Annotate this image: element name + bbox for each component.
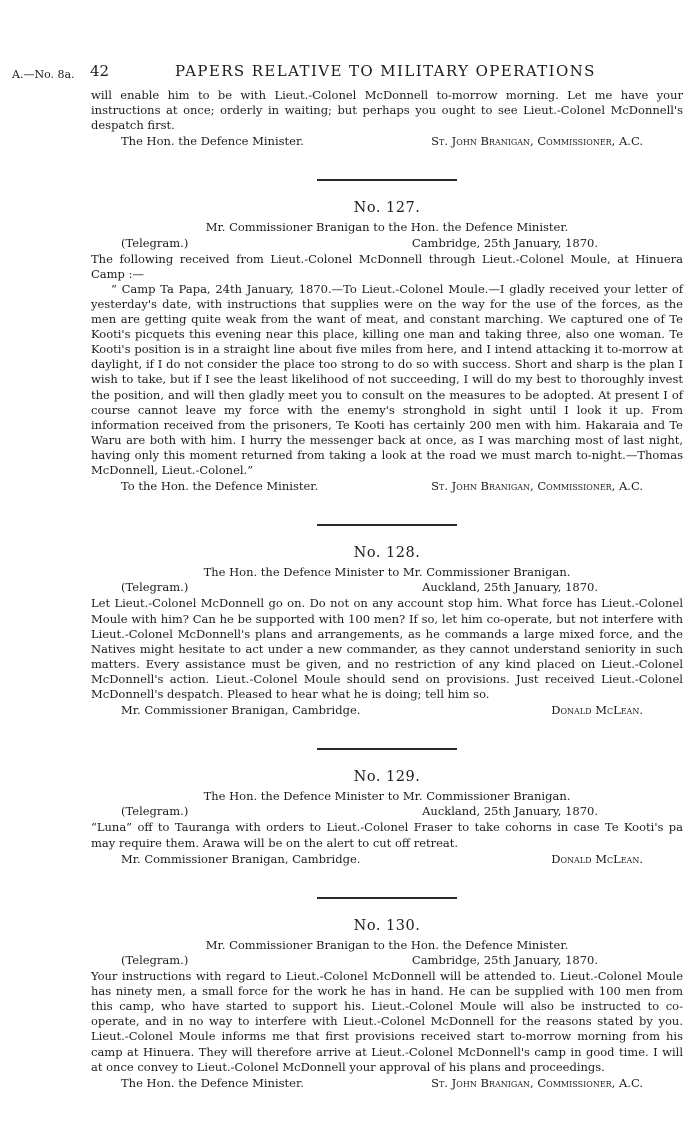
telegram-label: (Telegram.) xyxy=(121,580,189,595)
telegram-line xyxy=(91,580,683,595)
addressee: The Hon. the Defence Minister. xyxy=(121,134,304,149)
addressee: Mr. Commissioner Branigan, Cambridge. xyxy=(121,703,361,718)
addressee: The Hon. the Defence Minister. xyxy=(121,1075,304,1090)
page-body xyxy=(91,88,683,1091)
telegram-line xyxy=(91,236,683,251)
telegram-label: (Telegram.) xyxy=(121,235,189,250)
page-header xyxy=(0,64,700,84)
document-address: Mr. Commissioner Branigan to the Hon. the Defence Minister. xyxy=(205,220,569,235)
signature-line xyxy=(91,1076,683,1091)
telegram-label: (Telegram.) xyxy=(121,952,189,967)
section-divider xyxy=(317,748,457,750)
section-divider xyxy=(317,897,457,899)
document-paragraph: Your instructions with regard to Lieut.-Colonel McDonnell will be attended to. Lieut.-Colonel Moule has ninety men, a small force for the work he has in hand. He can be supplied with 100 men from this camp, who have started to support his. Lieut.-Colonel Moule will also be instructed to co-operate, and in no way to interfere with Lieut.-Colonel McDonnell for the reasons stated by you. Lieut.-Colonel Moule informs me that first provisions received start to-morrow morning from his camp at Hinuera. They will therefore arrive at Lieut.-Colonel McDonnell's camp in good time. I will at once convey to Lieut.-Colonel McDonnell your approval of his plans and proceedings. xyxy=(91,969,683,1074)
signature: St. John Branigan, Commissioner, A.C. xyxy=(431,479,643,494)
signature-line xyxy=(91,703,683,718)
addressee: To the Hon. the Defence Minister. xyxy=(121,479,319,494)
telegram-label: (Telegram.) xyxy=(121,804,189,819)
document-address: Mr. Commissioner Branigan to the Hon. the Defence Minister. xyxy=(205,937,569,952)
signature: Donald McLean. xyxy=(551,703,643,718)
document-number: No. 128. xyxy=(353,545,421,562)
telegram-line xyxy=(91,953,683,968)
document-number: No. 130. xyxy=(353,917,421,934)
intro-paragraph: will enable him to be with Lieut.-Colonel McDonnell to-morrow morning. Let me have your instructions at once; orderly in waiting; but perhaps you ought to see Lieut.-Colonel McDonnell's despatch first. xyxy=(91,88,683,133)
document-paragraph: The following received from Lieut.-Colonel McDonnell through Lieut.-Colonel Moule, at Hinuera Camp :— xyxy=(91,251,683,281)
place-date: Auckland, 25th January, 1870. xyxy=(422,804,598,819)
page-number: 42 xyxy=(90,62,110,80)
document-paragraph: “ Camp Ta Papa, 24th January, 1870.—To Lieut.-Colonel Moule.—I gladly received your letter of yesterday's date, with instructions that supplies were on the way for the use of the forces, as the men are getting quite weak from the want of meat, and constant marching. We captured one of Te Kooti's picquets this evening near this place, killing one man and taking three, also one woman. Te Kooti's position is in a straight line about five miles from here, and I intend attacking it to-morrow at daylight, if I do not consider the place too strong to do so with success. Short and sharp is the plan I wish to take, but if I see the least likelihood of not succeeding, I will do my best to thoroughly invest the position, and will then gladly meet you to consult on the measures to be adopted. At present I of course cannot leave my force with the enemy's stronghold in sight until I look it up. From information received from the prisoners, Te Kooti has certainly 200 men with him. Hakaraia and Te Waru are both with him. I hurry the messenger back at once, as I was marching most of last night, having only this moment returned from taking a look at the road we must march to-night.—Thomas McDonnell, Lieut.-Colonel.” xyxy=(91,281,683,477)
telegram-line xyxy=(91,804,683,819)
signature-line xyxy=(91,852,683,867)
document-paragraph: Let Lieut.-Colonel McDonnell go on. Do not on any account stop him. What force has Lieut.-Colonel Moule with him? Can he be supported with 100 men? If so, let him co-operate, but not interfere with Lieut.-Colonel McDonnell's plans and arrangements, as he commands a large mixed force, and the Natives might hesitate to act under a new commander, as they cannot understand seniority in such matters. Every assistance must be given, and no restriction of any kind placed on Lieut.-Colonel McDonnell's action. Lieut.-Colonel Moule should send on provisions. Just received Lieut.-Colonel McDonnell's despatch. Pleased to hear what he is doing; tell him so. xyxy=(91,596,683,701)
paper-reference: A.—No. 8a. xyxy=(12,68,75,81)
document-number: No. 127. xyxy=(353,200,421,217)
document-number: No. 129. xyxy=(353,769,421,786)
document-address: The Hon. the Defence Minister to Mr. Commissioner Branigan. xyxy=(203,565,571,580)
signature: Donald McLean. xyxy=(551,851,643,866)
intro-signature-line xyxy=(91,134,683,149)
addressee: Mr. Commissioner Branigan, Cambridge. xyxy=(121,851,361,866)
place-date: Cambridge, 25th January, 1870. xyxy=(411,235,598,250)
document-paragraph: “Luna” off to Tauranga with orders to Lieut.-Colonel Fraser to take cohorns in case Te Kooti's pa may require them. Arawa will be on the alert to cut off retreat. xyxy=(91,820,683,850)
signature: St. John Branigan, Commissioner, A.C. xyxy=(431,134,643,149)
signature: St. John Branigan, Commissioner, A.C. xyxy=(431,1075,643,1090)
signature-line xyxy=(91,479,683,494)
section-divider xyxy=(317,524,457,526)
document-address: The Hon. the Defence Minister to Mr. Commissioner Branigan. xyxy=(203,789,571,804)
section-divider xyxy=(317,179,457,181)
place-date: Auckland, 25th January, 1870. xyxy=(422,580,598,595)
running-title: PAPERS RELATIVE TO MILITARY OPERATIONS xyxy=(175,62,596,80)
place-date: Cambridge, 25th January, 1870. xyxy=(411,952,598,967)
